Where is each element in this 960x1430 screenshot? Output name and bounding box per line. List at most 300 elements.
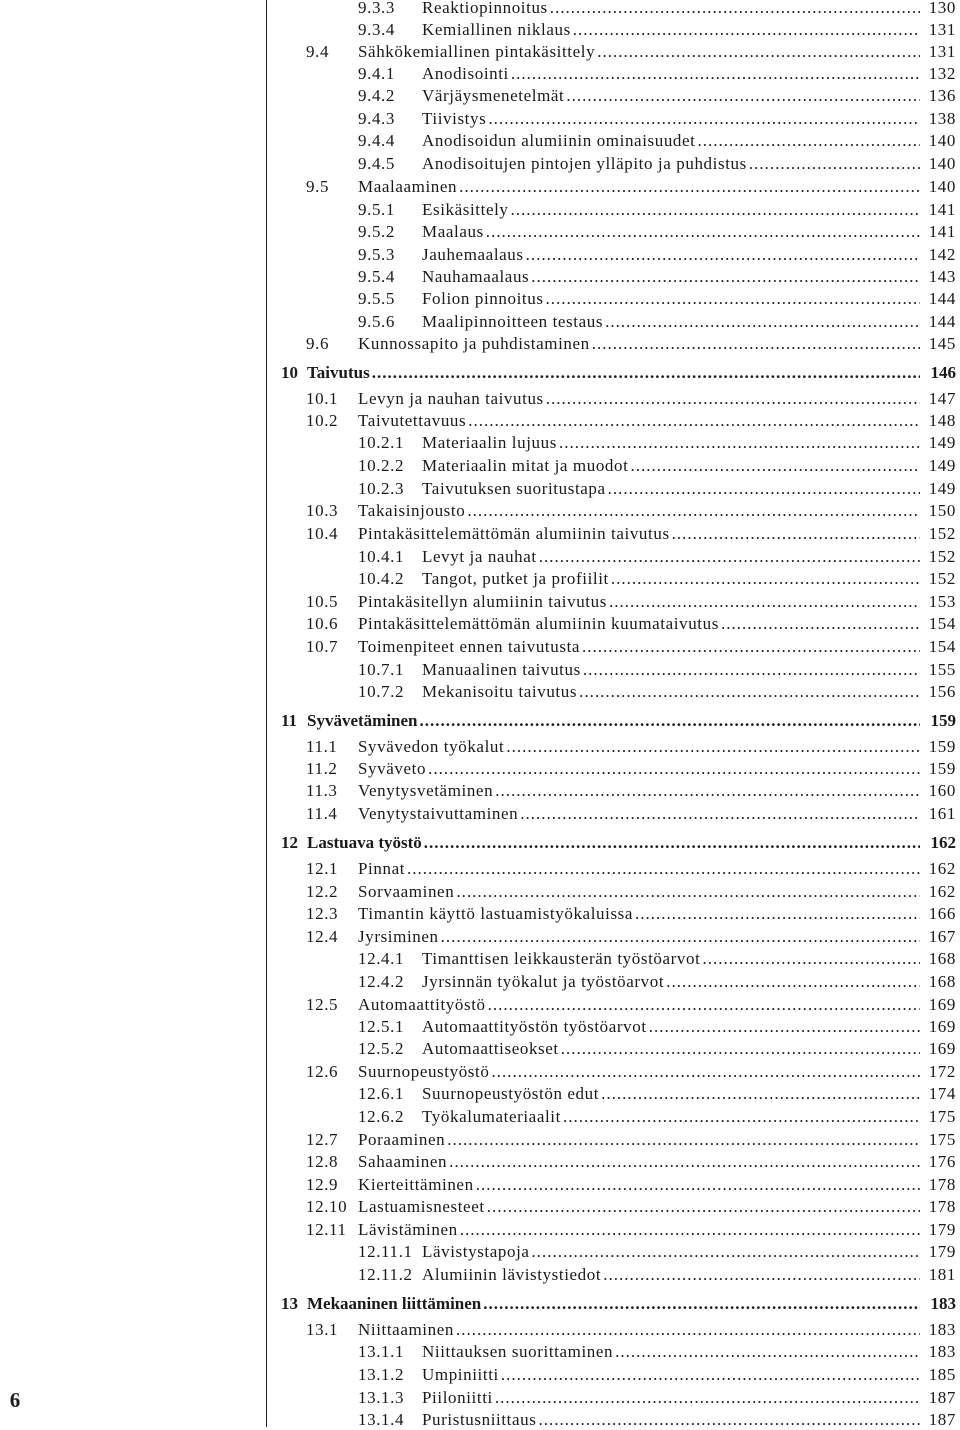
- toc-entry[interactable]: [358, 1107, 956, 1127]
- vertical-margin-rule: [266, 0, 267, 1427]
- toc-dot-leader: [488, 109, 920, 129]
- toc-entry-title: Automaattityöstö: [358, 995, 486, 1014]
- toc-entry[interactable]: [358, 154, 956, 174]
- toc-entry-page: 144: [928, 312, 956, 331]
- toc-entry[interactable]: [358, 1410, 956, 1430]
- toc-entry[interactable]: [306, 524, 956, 544]
- toc-entry-page: 149: [928, 456, 956, 475]
- toc-entry[interactable]: [306, 614, 956, 634]
- toc-entry[interactable]: [306, 995, 956, 1015]
- toc-entry-page: 162: [928, 859, 956, 878]
- toc-entry-number: 12.6.2: [358, 1107, 405, 1126]
- toc-entry-number: 9.5.3: [358, 245, 395, 264]
- toc-entry-page: 150: [928, 501, 956, 520]
- toc-entry-page: 185: [928, 1365, 956, 1384]
- toc-entry[interactable]: [358, 1242, 956, 1262]
- toc-entry-title: Kemiallinen niklaus: [422, 20, 571, 39]
- toc-dot-leader: [597, 42, 920, 62]
- toc-entry-title: Timanttisen leikkausterän työstöarvot: [422, 949, 701, 968]
- toc-entry-page: 152: [928, 547, 956, 566]
- toc-chapter[interactable]: [281, 711, 956, 731]
- toc-dot-leader: [592, 334, 920, 354]
- toc-entry[interactable]: [358, 1365, 956, 1385]
- toc-entry-number: 12.10: [306, 1197, 348, 1216]
- toc-entry-page: 169: [928, 1017, 956, 1036]
- toc-entry-page: 144: [928, 289, 956, 308]
- toc-entry-number: 10: [281, 363, 298, 382]
- toc-entry-title: Taivutuksen suoritustapa: [422, 479, 606, 498]
- toc-entry-number: 11: [281, 711, 298, 730]
- toc-entry-number: 10.7.1: [358, 660, 405, 679]
- toc-entry[interactable]: [358, 312, 956, 332]
- toc-entry-page: 178: [928, 1175, 956, 1194]
- toc-dot-leader: [407, 859, 920, 879]
- toc-entry-page: 154: [928, 614, 956, 633]
- toc-entry[interactable]: [358, 20, 956, 40]
- toc-entry-title: Tangot, putket ja profiilit: [422, 569, 609, 588]
- toc-entry-page: 154: [928, 637, 956, 656]
- toc-entry-number: 10.7.2: [358, 682, 405, 701]
- toc-entry-title: Nauhamaalaus: [422, 267, 530, 286]
- toc-entry-title: Kierteittäminen: [358, 1175, 474, 1194]
- toc-entry-page: 169: [928, 995, 956, 1014]
- toc-entry-title: Alumiinin lävistystiedot: [422, 1265, 602, 1284]
- toc-entry-page: 168: [928, 949, 956, 968]
- toc-entry-page: 187: [928, 1388, 956, 1407]
- toc-entry-number: 9.6: [306, 334, 330, 353]
- toc-entry[interactable]: [306, 389, 956, 409]
- toc-entry[interactable]: [306, 1220, 956, 1240]
- toc-entry-title: Värjäysmenetelmät: [422, 86, 565, 105]
- toc-entry-title: Mekaaninen liittäminen: [307, 1294, 482, 1313]
- toc-dot-leader: [538, 1410, 920, 1430]
- toc-dot-leader: [372, 363, 920, 383]
- toc-entry-number: 13: [281, 1294, 298, 1313]
- toc-entry[interactable]: [306, 42, 956, 62]
- toc-entry-title: Venytysvetäminen: [358, 781, 494, 800]
- toc-entry-title: Jyrsiminen: [358, 927, 439, 946]
- toc-dot-leader: [605, 312, 920, 332]
- toc-dot-leader: [579, 682, 920, 702]
- toc-dot-leader: [511, 200, 920, 220]
- toc-entry-number: 12.1: [306, 859, 339, 878]
- toc-entry-number: 9.3.3: [358, 0, 395, 17]
- toc-entry-number: 12.5.2: [358, 1039, 405, 1058]
- toc-entry-page: 131: [928, 20, 956, 39]
- toc-entry-number: 12.11: [306, 1220, 347, 1239]
- toc-dot-leader: [546, 289, 920, 309]
- toc-entry-title: Niittaaminen: [358, 1320, 454, 1339]
- toc-entry[interactable]: [306, 781, 956, 801]
- toc-entry-title: Tiivistys: [422, 109, 487, 128]
- toc-dot-leader: [630, 456, 920, 476]
- toc-entry-number: 9.4.2: [358, 86, 395, 105]
- toc-entry-page: 132: [928, 64, 956, 83]
- toc-entry-page: 145: [928, 334, 956, 353]
- toc-entry-number: 9.5.2: [358, 222, 395, 241]
- toc-dot-leader: [420, 711, 921, 731]
- toc-entry-page: 159: [930, 711, 956, 730]
- toc-dot-leader: [424, 833, 920, 853]
- toc-entry[interactable]: [306, 1175, 956, 1195]
- toc-entry-number: 9.4.1: [358, 64, 395, 83]
- toc-dot-leader: [468, 411, 920, 431]
- toc-entry-number: 12.4: [306, 927, 339, 946]
- toc-dot-leader: [456, 882, 920, 902]
- toc-dot-leader: [582, 637, 920, 657]
- toc-dot-leader: [460, 1220, 920, 1240]
- toc-dot-leader: [476, 1175, 920, 1195]
- toc-entry[interactable]: [358, 1017, 956, 1037]
- toc-entry[interactable]: [306, 334, 956, 354]
- toc-entry[interactable]: [358, 222, 956, 242]
- toc-entry-title: Anodisoidun alumiinin ominaisuudet: [422, 131, 696, 150]
- toc-entry[interactable]: [358, 1265, 956, 1285]
- toc-entry-title: Sahaaminen: [358, 1152, 448, 1171]
- toc-entry-title: Lastuava työstö: [307, 833, 422, 852]
- toc-entry[interactable]: [306, 1130, 956, 1150]
- toc-entry-number: 12.7: [306, 1130, 339, 1149]
- toc-entry-page: 176: [928, 1152, 956, 1171]
- toc-dot-leader: [559, 433, 920, 453]
- toc-entry-title: Syväveto: [358, 759, 427, 778]
- toc-entry-title: Pintakäsittelemättömän alumiinin taivutus: [358, 524, 670, 543]
- toc-entry[interactable]: [306, 859, 956, 879]
- toc-chapter[interactable]: [281, 833, 956, 853]
- toc-entry-number: 10.5: [306, 592, 339, 611]
- toc-entry-page: 166: [928, 904, 956, 923]
- toc-entry[interactable]: [358, 949, 956, 969]
- toc-entry-title: Automaattiseokset: [422, 1039, 559, 1058]
- toc-entry[interactable]: [358, 1084, 956, 1104]
- toc-entry-title: Anodisoitujen pintojen ylläpito ja puhdistus: [422, 154, 747, 173]
- toc-entry-page: 136: [928, 86, 956, 105]
- toc-dot-leader: [441, 927, 920, 947]
- toc-entry-title: Syvävedon työkalut: [358, 737, 505, 756]
- toc-dot-leader: [488, 995, 920, 1015]
- toc-dot-leader: [721, 614, 920, 634]
- page-number: 6: [9, 1388, 21, 1412]
- toc-entry-page: 140: [928, 177, 956, 196]
- toc-entry-page: 146: [930, 363, 956, 382]
- toc-entry[interactable]: [306, 737, 956, 757]
- toc-entry-number: 13.1: [306, 1320, 339, 1339]
- toc-entry[interactable]: [358, 0, 956, 18]
- toc-entry-page: 162: [928, 882, 956, 901]
- toc-entry-page: 183: [930, 1294, 956, 1313]
- toc-entry-page: 131: [928, 42, 956, 61]
- toc-entry-page: 140: [928, 131, 956, 150]
- toc-entry-number: 11.3: [306, 781, 338, 800]
- toc-entry[interactable]: [358, 1388, 956, 1408]
- toc-entry[interactable]: [306, 1062, 956, 1082]
- toc-entry-title: Levyt ja nauhat: [422, 547, 537, 566]
- toc-entry-title: Lävistystapoja: [422, 1242, 530, 1261]
- toc-entry-page: 175: [928, 1107, 956, 1126]
- toc-entry-number: 12.8: [306, 1152, 339, 1171]
- toc-entry[interactable]: [306, 1197, 956, 1217]
- toc-entry-page: 143: [928, 267, 956, 286]
- toc-entry-number: 10.3: [306, 501, 339, 520]
- toc-entry-title: Puristusniittaus: [422, 1410, 537, 1429]
- toc-entry-page: 160: [928, 781, 956, 800]
- toc-entry-title: Sähkökemiallinen pintakäsittely: [358, 42, 596, 61]
- toc-entry-page: 162: [930, 833, 956, 852]
- toc-entry-title: Toimenpiteet ennen taivutusta: [358, 637, 581, 656]
- toc-dot-leader: [487, 1197, 920, 1217]
- toc-entry-number: 12.9: [306, 1175, 339, 1194]
- toc-dot-leader: [749, 154, 920, 174]
- toc-dot-leader: [483, 1294, 920, 1314]
- toc-entry[interactable]: [358, 131, 956, 151]
- toc-entry-title: Piiloniitti: [422, 1388, 493, 1407]
- toc-entry-title: Taivutettavuus: [358, 411, 467, 430]
- toc-entry-title: Sorvaaminen: [358, 882, 455, 901]
- toc-entry-title: Mekanisoitu taivutus: [422, 682, 578, 701]
- toc-entry[interactable]: [306, 501, 956, 521]
- toc-entry-title: Kunnossapito ja puhdistaminen: [358, 334, 590, 353]
- toc-entry[interactable]: [358, 1342, 956, 1362]
- toc-dot-leader: [615, 1342, 920, 1362]
- toc-entry[interactable]: [306, 927, 956, 947]
- toc-dot-leader: [491, 1062, 920, 1082]
- toc-dot-leader: [666, 972, 920, 992]
- toc-entry[interactable]: [358, 1039, 956, 1059]
- toc-entry-page: 152: [928, 569, 956, 588]
- toc-entry[interactable]: [306, 882, 956, 902]
- toc-dot-leader: [456, 1320, 920, 1340]
- toc-entry-title: Poraaminen: [358, 1130, 446, 1149]
- toc-entry-page: 179: [928, 1242, 956, 1261]
- toc-entry-title: Timantin käyttö lastuamistyökaluissa: [358, 904, 634, 923]
- toc-entry-page: 168: [928, 972, 956, 991]
- toc-entry-number: 10.4.2: [358, 569, 405, 588]
- toc-entry[interactable]: [306, 592, 956, 612]
- toc-entry-number: 10.2.1: [358, 433, 405, 452]
- toc-entry-page: 167: [928, 927, 956, 946]
- toc-entry[interactable]: [358, 86, 956, 106]
- toc-entry-page: 155: [928, 660, 956, 679]
- toc-entry-title: Pinnat: [358, 859, 406, 878]
- toc-dot-leader: [546, 389, 920, 409]
- toc-entry-title: Suurnopeustyöstön edut: [422, 1084, 600, 1103]
- toc-entry-number: 10.4.1: [358, 547, 405, 566]
- toc-entry-number: 12.11.2: [358, 1265, 413, 1284]
- toc-entry[interactable]: [358, 682, 956, 702]
- toc-entry-number: 13.1.4: [358, 1410, 405, 1429]
- toc-dot-leader: [702, 949, 920, 969]
- toc-dot-leader: [611, 569, 920, 589]
- toc-entry[interactable]: [306, 759, 956, 779]
- toc-entry[interactable]: [358, 972, 956, 992]
- toc-entry[interactable]: [358, 200, 956, 220]
- toc-entry-number: 9.5.6: [358, 312, 395, 331]
- toc-entry-title: Niittauksen suorittaminen: [422, 1342, 614, 1361]
- toc-entry-number: 12.6: [306, 1062, 339, 1081]
- toc-entry[interactable]: [358, 479, 956, 499]
- toc-entry-page: 140: [928, 154, 956, 173]
- toc-chapter[interactable]: [281, 363, 956, 383]
- toc-dot-leader: [531, 267, 920, 287]
- toc-dot-leader: [563, 1107, 920, 1127]
- toc-entry-title: Reaktiopinnoitus: [422, 0, 548, 17]
- toc-entry-number: 9.3.4: [358, 20, 395, 39]
- toc-entry[interactable]: [358, 547, 956, 567]
- toc-entry-number: 9.4: [306, 42, 330, 61]
- toc-entry-page: 147: [928, 389, 956, 408]
- toc-entry-number: 12.6.1: [358, 1084, 405, 1103]
- toc-dot-leader: [459, 177, 920, 197]
- toc-entry[interactable]: [358, 64, 956, 84]
- toc-dot-leader: [561, 1039, 920, 1059]
- toc-entry-number: 11.1: [306, 737, 338, 756]
- toc-entry-page: 141: [928, 200, 956, 219]
- toc-entry[interactable]: [306, 804, 956, 824]
- toc-dot-leader: [608, 479, 920, 499]
- toc-entry[interactable]: [306, 637, 956, 657]
- toc-entry-page: 152: [928, 524, 956, 543]
- toc-entry-page: 142: [928, 245, 956, 264]
- toc-entry-number: 12.5: [306, 995, 339, 1014]
- toc-entry[interactable]: [358, 109, 956, 129]
- toc-entry-number: 12.2: [306, 882, 339, 901]
- toc-entry-page: 149: [928, 433, 956, 452]
- toc-entry-title: Maalipinnoitteen testaus: [422, 312, 604, 331]
- toc-entry-title: Pintakäsitellyn alumiinin taivutus: [358, 592, 607, 611]
- toc-dot-leader: [532, 1242, 920, 1262]
- toc-entry-title: Materiaalin mitat ja muodot: [422, 456, 629, 475]
- toc-dot-leader: [506, 737, 920, 757]
- toc-entry-number: 9.5: [306, 177, 330, 196]
- toc-entry-title: Materiaalin lujuus: [422, 433, 557, 452]
- toc-entry[interactable]: [358, 433, 956, 453]
- toc-dot-leader: [501, 1365, 920, 1385]
- toc-entry-page: 187: [928, 1410, 956, 1429]
- toc-dot-leader: [698, 131, 921, 151]
- toc-dot-leader: [603, 1265, 920, 1285]
- toc-entry-number: 9.5.5: [358, 289, 395, 308]
- toc-chapter[interactable]: [281, 1294, 956, 1314]
- toc-dot-leader: [495, 1388, 920, 1408]
- toc-entry-number: 9.4.3: [358, 109, 395, 128]
- toc-dot-leader: [539, 547, 920, 567]
- toc-entry-number: 9.5.1: [358, 200, 395, 219]
- toc-entry-page: 156: [928, 682, 956, 701]
- toc-entry-number: 11.4: [306, 804, 338, 823]
- toc-entry-page: 138: [928, 109, 956, 128]
- toc-entry-title: Manuaalinen taivutus: [422, 660, 581, 679]
- toc-entry[interactable]: [358, 569, 956, 589]
- toc-entry-title: Levyn ja nauhan taivutus: [358, 389, 544, 408]
- toc-dot-leader: [573, 20, 920, 40]
- toc-entry-title: Jauhemaalaus: [422, 245, 524, 264]
- toc-entry-page: 178: [928, 1197, 956, 1216]
- toc-dot-leader: [566, 86, 920, 106]
- toc-entry-number: 10.6: [306, 614, 339, 633]
- toc-entry-number: 9.4.4: [358, 131, 395, 150]
- toc-entry-title: Automaattityöstön työstöarvot: [422, 1017, 647, 1036]
- toc-dot-leader: [672, 524, 920, 544]
- toc-entry-number: 10.4: [306, 524, 339, 543]
- toc-entry-number: 13.1.3: [358, 1388, 405, 1407]
- toc-dot-leader: [550, 0, 920, 18]
- toc-dot-leader: [649, 1017, 920, 1037]
- toc-entry-page: 161: [928, 804, 956, 823]
- toc-entry[interactable]: [358, 267, 956, 287]
- toc-entry-number: 13.1.1: [358, 1342, 405, 1361]
- toc-entry-title: Venytystaivuttaminen: [358, 804, 519, 823]
- toc-entry-title: Takaisinjousto: [358, 501, 466, 520]
- toc-entry-title: Maalaaminen: [358, 177, 458, 196]
- toc-dot-leader: [486, 222, 920, 242]
- toc-entry-title: Lävistäminen: [358, 1220, 458, 1239]
- toc-entry[interactable]: [306, 177, 956, 197]
- toc-entry-number: 9.4.5: [358, 154, 395, 173]
- toc-dot-leader: [520, 804, 920, 824]
- toc-dot-leader: [495, 781, 920, 801]
- toc-entry-title: Suurnopeustyöstö: [358, 1062, 490, 1081]
- toc-entry-page: 159: [928, 737, 956, 756]
- toc-entry-page: 174: [928, 1084, 956, 1103]
- toc-entry-number: 13.1.2: [358, 1365, 405, 1384]
- toc-entry-title: Pintakäsittelemättömän alumiinin kuumataivutus: [358, 614, 719, 633]
- toc-entry-page: 130: [928, 0, 956, 17]
- toc-dot-leader: [511, 64, 920, 84]
- toc-entry-page: 183: [928, 1342, 956, 1361]
- toc-entry[interactable]: [306, 1320, 956, 1340]
- toc-entry-number: 10.2.2: [358, 456, 405, 475]
- toc-entry[interactable]: [358, 289, 956, 309]
- toc-entry[interactable]: [358, 245, 956, 265]
- toc-entry-number: 12: [281, 833, 298, 852]
- toc-entry[interactable]: [306, 904, 956, 924]
- toc-entry-number: 12.3: [306, 904, 339, 923]
- toc-entry-page: 153: [928, 592, 956, 611]
- toc-dot-leader: [609, 592, 920, 612]
- toc-entry-page: 172: [928, 1062, 956, 1081]
- toc-entry-number: 10.7: [306, 637, 339, 656]
- toc-dot-leader: [467, 501, 920, 521]
- toc-entry[interactable]: [358, 660, 956, 680]
- toc-entry-number: 10.1: [306, 389, 339, 408]
- toc-entry-title: Folion pinnoitus: [422, 289, 544, 308]
- toc-dot-leader: [428, 759, 920, 779]
- toc-entry[interactable]: [306, 1152, 956, 1172]
- toc-entry-page: 159: [928, 759, 956, 778]
- toc-entry-title: Anodisointi: [422, 64, 509, 83]
- toc-dot-leader: [447, 1130, 920, 1150]
- toc-entry-page: 181: [928, 1265, 956, 1284]
- toc-entry-page: 175: [928, 1130, 956, 1149]
- toc-entry-number: 12.11.1: [358, 1242, 413, 1261]
- toc-entry[interactable]: [306, 411, 956, 431]
- toc-entry-title: Lastuamisnesteet: [358, 1197, 485, 1216]
- toc-entry-number: 12.4.2: [358, 972, 405, 991]
- toc-entry-title: Työkalumateriaalit: [422, 1107, 561, 1126]
- toc-entry-title: Syvävetäminen: [307, 711, 418, 730]
- toc-dot-leader: [601, 1084, 920, 1104]
- toc-entry-page: 148: [928, 411, 956, 430]
- toc-entry-number: 10.2: [306, 411, 339, 430]
- toc-entry[interactable]: [358, 456, 956, 476]
- toc-entry-number: 9.5.4: [358, 267, 395, 286]
- toc-entry-page: 183: [928, 1320, 956, 1339]
- toc-entry-title: Maalaus: [422, 222, 484, 241]
- toc-entry-title: Jyrsinnän työkalut ja työstöarvot: [422, 972, 665, 991]
- toc-entry-number: 12.5.1: [358, 1017, 405, 1036]
- toc-entry-title: Esikäsittely: [422, 200, 509, 219]
- toc-entry-title: Umpiniitti: [422, 1365, 499, 1384]
